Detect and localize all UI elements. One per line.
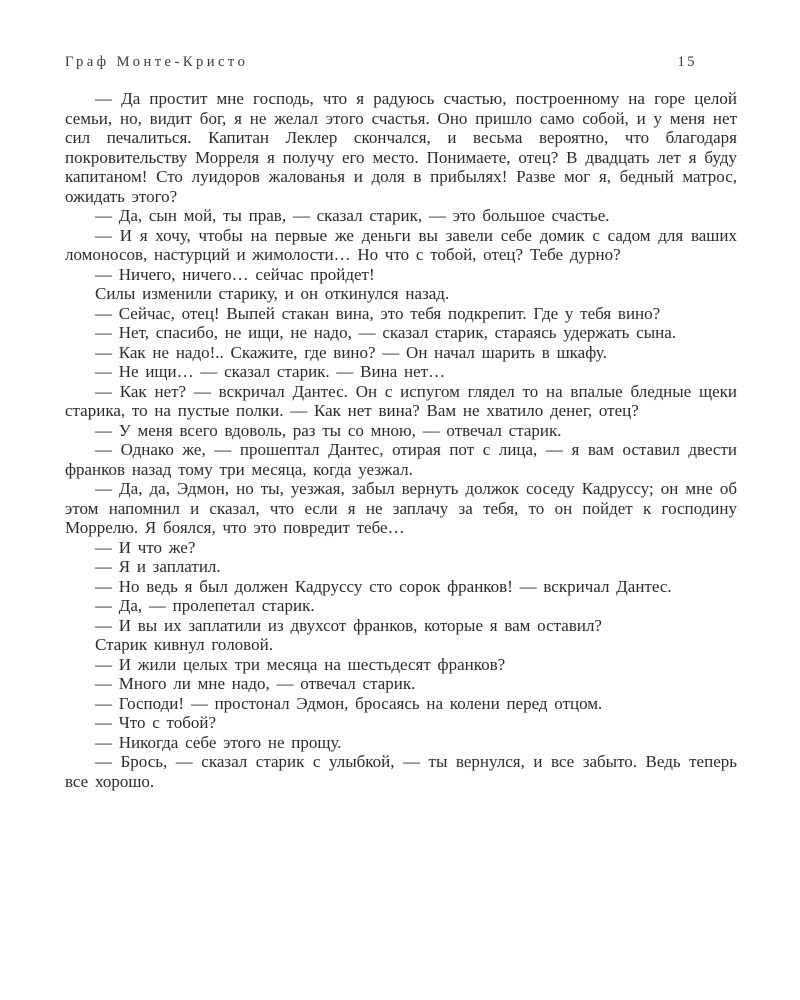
paragraph: — И что же?	[95, 537, 196, 557]
paragraph: — И жили целых три месяца на шестьдесят франков?	[95, 654, 506, 674]
paragraph: — Сейчас, отец! Выпей стакан вина, это тебя подкрепит. Где у тебя вино?	[95, 303, 661, 323]
paragraph: Старик кивнул головой.	[95, 635, 273, 654]
paragraph: — И вы их заплатили из двухсот франков, которые я вам оставил?	[95, 615, 602, 635]
paragraph: — Да, да, Эдмон, но ты, уезжая, забыл вернуть должок соседу Кадруссу; он мне об этом напомнил и сказал, что если я не заплачу за тебя, то он пойдет к господину Моррелю. Я боялся, что это повредит тебе…	[65, 479, 737, 537]
paragraph: — У меня всего вдоволь, раз ты со мною, — отвечал старик.	[95, 420, 562, 440]
paragraph: — Никогда себе этого не прощу.	[95, 732, 342, 752]
paragraph: — И я хочу, чтобы на первые же деньги вы завели себе домик с садом для ваших ломоносов, настурций и жимолости… Но что с тобой, отец? Тебе дурно?	[65, 225, 737, 264]
paragraph: — Однако же, — прошептал Дантес, отирая пот с лица, — я вам оставил двести франков назад тому три месяца, когда уезжал.	[65, 440, 737, 479]
paragraph: — Что с тобой?	[95, 713, 217, 732]
running-title: Граф Монте-Кристо	[65, 54, 249, 70]
paragraph: — Нет, спасибо, не ищи, не надо, — сказал старик, стараясь удержать сына.	[95, 323, 677, 342]
text-block	[65, 89, 737, 791]
page-header	[65, 54, 737, 71]
paragraph: — Да простит мне господь, что я радуюсь счастью, построенному на горе целой семьи, но, видит бог, я не желал этого счастья. Оно пришло само собой, и у меня нет сил печалиться. Капитан Леклер скончался, и весьма вероятно, что благодаря покровительству Морреля я получу его место. Понимаете, отец? В двадцать лет я буду капитаном! Сто луидоров жалованья и доля в прибылях! Разве мог я, бедный матрос, ожидать этого?	[65, 89, 737, 206]
paragraph: — Но ведь я был должен Кадруссу сто сорок франков! — вскричал Дантес.	[95, 576, 672, 596]
paragraph: — Да, — пролепетал старик.	[95, 596, 315, 615]
paragraph: — Не ищи… — сказал старик. — Вина нет…	[95, 362, 446, 381]
paragraph: — Брось, — сказал старик с улыбкой, — ты вернулся, и все забыто. Ведь теперь все хорошо.	[65, 752, 737, 791]
paragraph: Силы изменили старику, и он откинулся назад.	[95, 284, 450, 303]
paragraph: — Господи! — простонал Эдмон, бросаясь на колени перед отцом.	[95, 693, 603, 713]
paragraph: — Да, сын мой, ты прав, — сказал старик, — это большое счастье.	[95, 206, 610, 225]
paragraph: — Я и заплатил.	[95, 557, 221, 576]
paragraph: — Как нет? — вскричал Дантес. Он с испугом глядел то на впалые бледные щеки старика, то на пустые полки. — Как нет вина? Вам не хватило денег, отец?	[65, 381, 737, 420]
paragraph: — Много ли мне надо, — отвечал старик.	[95, 674, 416, 693]
page-number: 15	[677, 54, 697, 70]
paragraph: — Как не надо!.. Скажите, где вино? — Он начал шарить в шкафу.	[95, 342, 607, 362]
paragraph: — Ничего, ничего… сейчас пройдет!	[95, 264, 375, 284]
